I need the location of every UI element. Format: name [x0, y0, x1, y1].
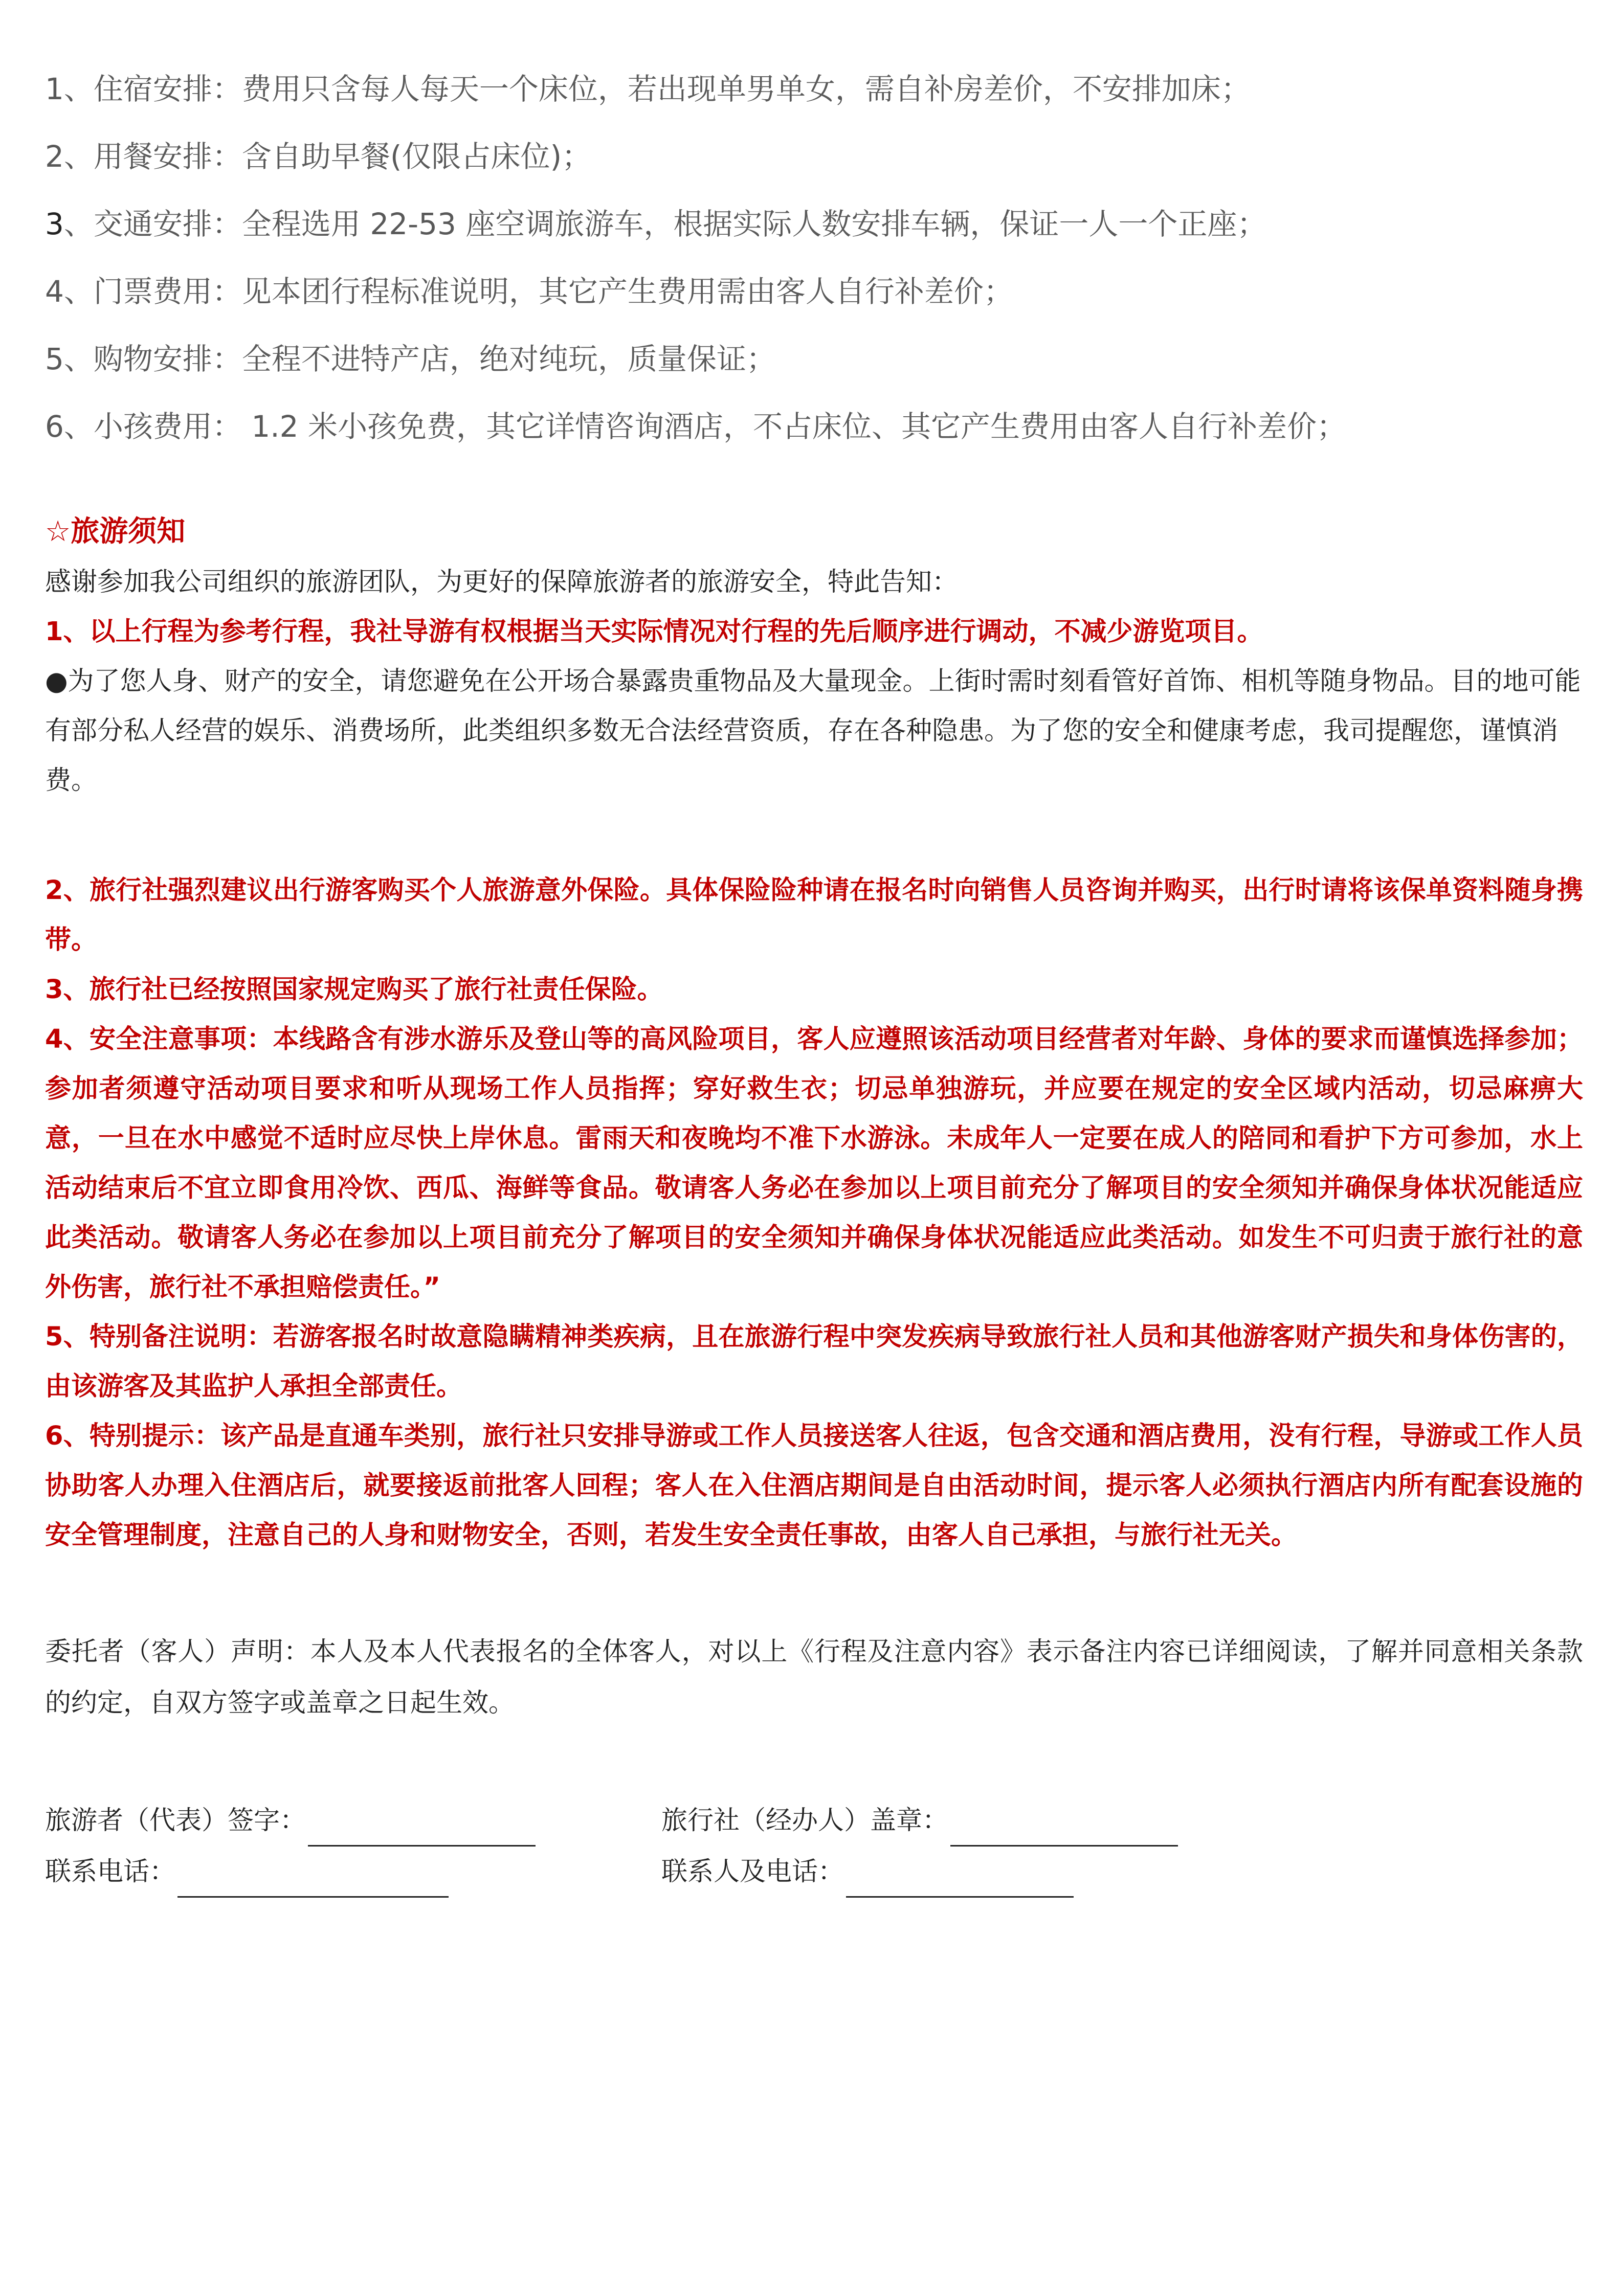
- notice-item-1: 1、以上行程为参考行程，我社导游有权根据当天实际情况对行程的先后顺序进行调动，不减少游览项目。: [45, 617, 1263, 647]
- notice-item-3: 3、旅行社已经按照国家规定购买了旅行社责任保险。: [45, 975, 663, 1005]
- traveler-signature-label: 旅游者（代表）签字：: [45, 1806, 306, 1836]
- arrangement-text: 、小孩费用： 1.2 米小孩免费，其它详情咨询酒店，不占床位、其它产生费用由客人自行补差价；: [63, 409, 1347, 444]
- arrangement-accommodation: [45, 55, 1583, 123]
- notice-item-4: 4、安全注意事项：本线路含有涉水游乐及登山等的高风险项目，客人应遵照该活动项目经营者对年龄、身体的要求而谨慎选择参加；参加者须遵守活动项目要求和听从现场工作人员指挥；穿好救生衣；切忌单独游玩，并应要在规定的安全区域内活动，切忌麻痹大意，一旦在水中感觉不适时应尽快上岸休息。雷雨天和夜晚均不准下水游泳。未成年人一定要在成人的陪同和看护下方可参加，水上活动结束后不宜立即食用冷饮、西瓜、海鲜等食品。敬请客人务必在参加以上项目前充分了解项目的安全须知并确保身体状况能适应此类活动。敬请客人务必在参加以上项目前充分了解项目的安全须知并确保身体状况能适应此类活动。如发生不可归责于旅行社的意外伤害，旅行社不承担赔偿责任。”: [45, 1024, 1583, 1302]
- arrangement-number: 6: [45, 409, 64, 444]
- arrangement-shopping: [45, 325, 1583, 393]
- arrangement-number: 3: [45, 207, 64, 241]
- agency-contact-field[interactable]: [846, 1864, 1074, 1898]
- arrangement-list: [45, 55, 1583, 460]
- arrangement-number: 1: [45, 72, 64, 106]
- agency-stamp-label: 旅行社（经办人）盖章：: [661, 1806, 949, 1836]
- arrangement-number: 4: [45, 274, 64, 309]
- traveler-phone-label: 联系电话：: [45, 1857, 176, 1887]
- arrangement-text: 、交通安排：全程选用 22-53 座空调旅游车，根据实际人数安排车辆，保证一人一个正座；: [63, 207, 1267, 241]
- arrangement-text: 、门票费用：见本团行程标准说明，其它产生费用需由客人自行补差价；: [63, 274, 1013, 309]
- arrangement-children: [45, 393, 1583, 460]
- notice-item-5: 5、特别备注说明：若游客报名时故意隐瞒精神类疾病，且在旅游行程中突发疾病导致旅行社人员和其他游客财产损失和身体伤害的，由该游客及其监护人承担全部责任。: [45, 1322, 1583, 1402]
- arrangement-tickets: [45, 258, 1583, 325]
- client-statement: 委托者（客人）声明：本人及本人代表报名的全体客人，对以上《行程及注意内容》表示备注内容已详细阅读，了解并同意相关条款的约定，自双方签字或盖章之日起生效。: [45, 1637, 1583, 1718]
- arrangement-number: 5: [45, 342, 64, 376]
- agency-contact-label: 联系人及电话：: [661, 1857, 844, 1887]
- arrangement-text: 、住宿安排：费用只含每人每天一个床位，若出现单男单女，需自补房差价，不安排加床；: [63, 72, 1251, 106]
- arrangement-text: 、用餐安排：含自助早餐(仅限占床位)；: [63, 139, 592, 174]
- signature-row-1: [45, 1795, 1583, 1847]
- notice-title: ☆旅游须知: [45, 515, 186, 548]
- signature-row-2: [45, 1847, 1583, 1898]
- arrangement-transport: [45, 190, 1583, 258]
- agency-stamp-field[interactable]: [950, 1813, 1178, 1847]
- arrangement-text: 、购物安排：全程不进特产店，绝对纯玩，质量保证；: [63, 342, 776, 376]
- notice-intro: 感谢参加我公司组织的旅游团队，为更好的保障旅游者的旅游安全，特此告知：: [45, 567, 959, 597]
- agency-contact: [661, 1847, 1074, 1898]
- arrangement-number: 2: [45, 139, 64, 174]
- notice-item-6: 6、特别提示：该产品是直通车类别，旅行社只安排导游或工作人员接送客人往返，包含交通和酒店费用，没有行程，导游或工作人员协助客人办理入住酒店后，就要接返前批客人回程；客人在入住酒店期间是自由活动时间，提示客人必须执行酒店内所有配套设施的安全管理制度，注意自己的人身和财物安全，否则，若发生安全责任事故，由客人自己承担，与旅行社无关。: [45, 1421, 1583, 1550]
- traveler-phone: [45, 1847, 661, 1898]
- agency-stamp: [661, 1795, 1178, 1847]
- safety-note: ●为了您人身、财产的安全，请您避免在公开场合暴露贵重物品及大量现金。上街时需时刻看管好首饰、相机等随身物品。目的地可能有部分私人经营的娱乐、消费场所，此类组织多数无合法经营资质，存在各种隐患。为了您的安全和健康考虑，我司提醒您，谨慎消费。: [45, 666, 1581, 796]
- notice-item-2: 2、旅行社强烈建议出行游客购买个人旅游意外保险。具体保险险种请在报名时向销售人员咨询并购买，出行时请将该保单资料随身携带。: [45, 875, 1583, 955]
- traveler-signature-field[interactable]: [308, 1813, 536, 1847]
- traveler-signature: [45, 1795, 661, 1847]
- traveler-phone-field[interactable]: [177, 1864, 449, 1898]
- arrangement-meals: [45, 123, 1583, 190]
